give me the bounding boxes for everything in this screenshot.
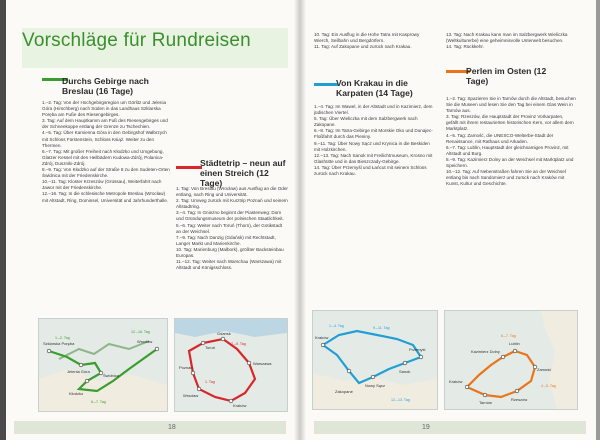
map-day-label: 4.–5. Tag [541,384,556,388]
map-label: Kłodzko [69,391,84,396]
map-label: Jelenia Góra [67,369,90,374]
route3-map-svg [313,311,437,409]
map-day-label: 6.–7. Tag [501,334,516,338]
route4-map [444,310,578,410]
route4-para: 10.–12. Tag: Auf Nebenstraßen fahren Sie an der Weichsel entlang bis nach Sandomierz und zurück nach Kraków mit Kunst, Kultur und Geschichte. [446,169,566,187]
footer-band [314,421,586,434]
route2-map-svg [175,319,287,411]
route4-para: 6.–7. Tag: Lublin, Hauptstadt der gleichnamigen Provinz, mit Altstadt und Burg. [446,144,569,156]
footer-band [14,421,286,434]
map-day-label: 7.–9. Tag [231,342,246,346]
route2-para: 2. Tag: Umweg zurück mit Kurztrip Poznań und seinem Altstadtring. [176,198,288,210]
map-label: Szklarska Poręba [43,341,75,346]
route2-para: 1. Tag: Von Breslau (Wrocław) aus Ausflug an die Oder entlang, nach Ring und Universität. [176,186,288,198]
book-gutter [294,0,306,440]
map-label: Wrocław [183,393,199,398]
route1-para: 10.–11. Tag: Kloster Krzeszów (Grüssau), Weiterfahrt nach Jawor mit der Friedenskirche. [42,179,162,191]
map-label: Kraków [233,403,247,408]
route3-map [312,310,438,410]
route2-para: 10. Tag: Marienburg (Malbork), größter Backsteinbau Europas. [176,246,284,259]
map-label: Toruń [205,345,216,350]
map-label: Nowy Sącz [365,383,386,388]
map-day-label: 9.–11. Tag [373,326,390,330]
map-label: Sanok [399,369,411,374]
page-title: Vorschläge für Rundreisen [22,30,251,51]
map-label: Rzeszów [511,397,528,402]
page-edge [596,0,600,440]
mid-para: 13. Tag: Nach Krakau kann man im Salzbergwerk Wieliczka (Weltkulturerbe) eine geheimnisvolle Unterwelt besuchen. [446,32,568,44]
intro-para: 11. Tag: Auf Zakopane und zurück nach Krakau. [314,44,412,50]
route4-para: 4.–5. Tag: Zamość, die UNESCO-Welterbe-Stadt der Renaissance, mit Rathaus und Arkaden. [446,132,554,144]
route3-para: 6.–8. Tag: Im Tatra-Gebirge mit Morskie Oko und Dunajec-Floßfahrt durch das Pieniny. [314,128,433,140]
route4-para: 3. Tag: Rzeszów, die Hauptstadt der Provinz Vorkarpaten, gefällt mit ihrem restaurierten historischen Kern, vor allem dem Marktplatz. [446,114,574,132]
map-label: Lublin [509,341,520,346]
route3-para: 12.–13. Tag: Nach Sanok mit Freilichtmuseum, Krosno mit Glashütte und in das Bieszczady-Gebirge. [314,152,433,164]
route2-para: 5.–6. Tag: Weiter nach Toruń (Thorn), der Gotikstadt an der Weichsel. [176,222,282,234]
route2-heading: Städtetrip – neun auf einen Streich (12 Tage) [200,158,286,188]
map-label: Warszawa [253,361,272,366]
route2-color-bar [176,166,202,169]
intro-para: 10. Tag: Ein Ausflug in die Hohe Tatra mit Kasprowy Wierch, Seilbahn und Bergdörfern. [314,32,420,44]
map-label: Tarnów [479,400,492,405]
route2-text [176,186,288,271]
route4-heading: Perlen im Osten (12 Tage) [466,66,547,86]
map-label: Wrocław [137,339,153,344]
map-day-label: 1.–4. Tag [329,324,344,328]
route4-text [446,96,576,187]
route4-para: 1.–2. Tag: Spazieren Sie in Tarnów durch die Altstadt, besuchen Sie die Museen und lesen Sie den Tag bei einem Glas Wein in Tarnów aus. [446,96,576,114]
route3-color-bar [314,83,338,86]
route1-para: 12.–16. Tag: In die schlesische Metropole Breslau (Wrocław) mit Altstadt, Ring, Dominsel, Universität und Jahrhunderthalle. [42,191,169,203]
map-day-label: 12.–16. Tag [131,330,150,334]
map-label: Kraków [315,335,329,340]
map-label: Kraków [449,379,463,384]
route1-para: 4.–5. Tag: Über Kamienna Góra in den Gebirgshof Wałbrzych mit Schloss Fürstenstein, Schloss Książ. Weiter zu den Thermen. [42,130,167,148]
route3-heading: Von Krakau in die Karpaten (14 Tage) [336,78,413,98]
map-label: Zakopane [335,389,353,394]
route2-map [174,318,288,412]
route1-para: 3. Tag: Auf dem Hauptkamm am Fuß des Riesengebirges und der Schneekoppe entlang der Grenze zu Tschechien. [42,118,168,130]
map-label: Gdańsk [217,331,231,336]
map-day-label: 1.–2. Tag [55,336,70,340]
map-label: Kazimierz Dolny [471,349,500,354]
route1-heading: Durchs Gebirge nach Breslau (16 Tage) [62,76,149,96]
intro-text [314,32,436,50]
route1-para: 1.–2. Tag: Von der Hochgebirgsregion um Görlitz und Jelenia Góra (Hirschberg) nach Süden in das Landhaus Szklarska Poręba am Fuße des Riesengebirges. [42,100,167,118]
route3-para: 14. Tag: Über Przemyśl und Łańcut mit seinem Schloss zurück nach Krakau. [314,164,427,177]
route3-text [314,104,436,177]
route1-map [38,318,168,412]
map-day-label: 6.–7. Tag [91,400,106,404]
route3-para: 5. Tag: Über Wieliczka mit dem Salzbergwerk nach Zakopane. [314,116,418,128]
mid-text [446,32,576,50]
route1-para: 6.–7. Tag: Mit großer Freiheit nach Kłodzko und Umgebung, Glatzer Kessel mit den Heilbädern Kudowa-Zdrój, Polanica-Zdrój, Duszniki-Zdrój. [42,148,164,166]
map-day-label: 12.–13. Tag [391,398,410,402]
route3-para: 1.–4. Tag: Im Wawel, in der Altstadt und in Kazimierz, dem jüdischen Viertel. [314,104,433,116]
map-label: Przemyśl [409,347,426,352]
route4-para: 8.–9. Tag: Kazimierz Dolny an der Weichsel mit Marktplatz und Speichern. [446,156,574,169]
map-label: Zamość [537,367,552,372]
route4-map-svg [445,311,577,409]
route2-para: 11.–12. Tag: Weiter nach Warschau (Warszawa) mit Altstadt und Königsschloss. [176,259,282,271]
page-edge [0,0,6,440]
map-label: Poznań [179,365,193,370]
route1-map-svg [39,319,167,411]
page-number: 18 [168,424,176,431]
page-number: 19 [422,424,430,431]
route1-para: 8.–9. Tag: Von Kłodzko auf der Straße 8 zu den Sudeten-Orten Świdnica mit der Friedenskirche. [42,167,170,179]
map-label: Świdnica [103,373,120,378]
map-day-label: 1. Tag [205,380,215,384]
route2-para: 3.–4. Tag: In Gniezno beginnt der Piastenweg: Dom und Gründungsmuseum der polnischen Staatlichkeit. [176,210,284,222]
mid-para: 14. Tag: Rückkehr. [446,44,484,50]
route3-para: 9.–11. Tag: Über Nowy Sącz und Krynica in die Beskiden mit Holzkirchen. [314,140,430,152]
right-page [300,0,600,440]
route1-text [42,100,172,204]
route2-para: 7.–9. Tag: Nach Danzig (Gdańsk) mit Rechtstadt, Langer Markt und Marienkirche. [176,234,276,246]
